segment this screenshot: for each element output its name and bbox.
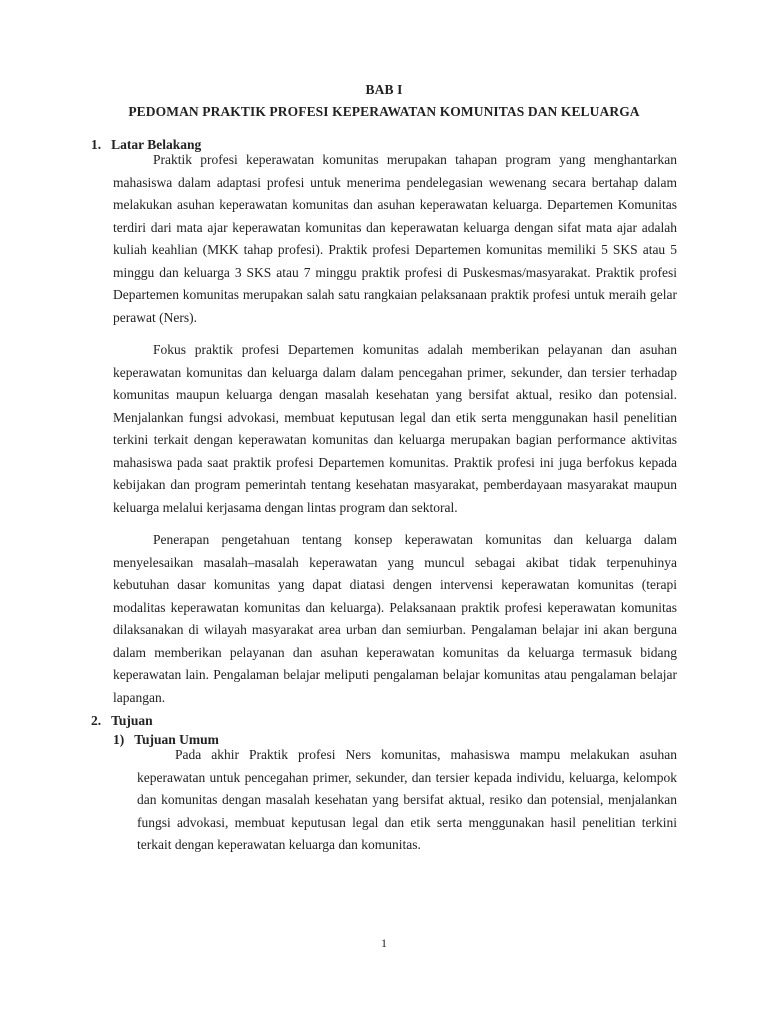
section-title: Tujuan	[111, 713, 153, 728]
chapter-title: BAB I	[365, 82, 403, 97]
subsection-title: Tujuan Umum	[134, 732, 219, 747]
paragraph: Penerapan pengetahuan tentang konsep keperawatan komunitas dan keluarga dalam menyelesaikan masalah–masalah keperawatan yang muncul sebagai akibat tidak terpenuhinya kebutuhan dasar komunitas yang dapat diatasi dengen intervensi keperawatan komunitas (terapi modalitas keperawatan komunitas dan keluarga). Pelaksanaan praktik profesi keperawatan komunitas dilaksanakan di wilayah masyarakat area urban dan semiurban. Pengalaman belajar ini akan berguna dalam memberikan pelayanan dan asuhan keperawatan komunitas da keluarga termasuk bidang keperawatan lain. Pengalaman belajar meliputi pengalaman belajar komunitas atau pengalaman belajar lapangan.	[113, 532, 677, 705]
paragraph: Pada akhir Praktik profesi Ners komunitas, mahasiswa mampu melakukan asuhan keperawatan untuk pencegahan primer, sekunder, dan tersier kepada individu, keluarga, kelompok dan komunitas dengan masalah kesehatan yang bersifat aktual, resiko dan potensial, menjalankan fungsi advokasi, membuat keputusan legal dan etik serta menggunakan hasil penelitian terkini terkait dengan keperawatan keluarga dan komunitas.	[137, 747, 677, 852]
chapter-subtitle: PEDOMAN PRAKTIK PROFESI KEPERAWATAN KOMUNITAS DAN KELUARGA	[128, 104, 640, 119]
page-number: 1	[381, 936, 387, 950]
paragraph: Praktik profesi keperawatan komunitas merupakan tahapan program yang menghantarkan mahasiswa dalam adaptasi profesi untuk menerima pendelegasian wewenang secara bertahap dalam melakukan asuhan keperawatan komunitas dan asuhan keperawatan keluarga. Departemen Komunitas terdiri dari mata ajar keperawatan komunitas dan keperawatan keluarga dengan sifat mata ajar adalah kuliah keahlian (MKK tahap profesi). Praktik profesi Departemen komunitas memiliki 5 SKS atau 5 minggu dan keluarga 3 SKS atau 7 minggu praktik profesi di Puskesmas/masyarakat. Praktik profesi Departemen komunitas merupakan salah satu rangkaian pelaksanaan praktik profesi untuk meraih gelar perawat (Ners).	[113, 152, 677, 325]
section-title: Latar Belakang	[111, 137, 202, 152]
section-heading-tujuan	[91, 713, 153, 729]
section-number: 2.	[91, 713, 102, 728]
paragraph: Fokus praktik profesi Departemen komunitas adalah memberikan pelayanan dan asuhan keperawatan komunitas dan keluarga dalam dalam pencegahan primer, sekunder, dan tersier terhadap komunitas maupun keluarga dengan masalah kesehatan yang bersifat aktual, resiko dan potensial. Menjalankan fungsi advokasi, membuat keputusan legal dan etik serta menggunakan hasil penelitian terkini terkait dengan keperawatan komunitas dan keluarga merupakan bagian performance aktivitas mahasiswa pada saat praktik profesi Departemen komunitas. Praktik profesi ini juga berfokus kepada kebijakan dan program pemerintah tentang kesehatan masyarakat, pemberdayaan masyarakat maupun keluarga melalui kerjasama dengan lintas program dan sektoral.	[113, 342, 677, 515]
section-number: 1.	[91, 137, 102, 152]
subsection-number: 1)	[113, 732, 125, 747]
